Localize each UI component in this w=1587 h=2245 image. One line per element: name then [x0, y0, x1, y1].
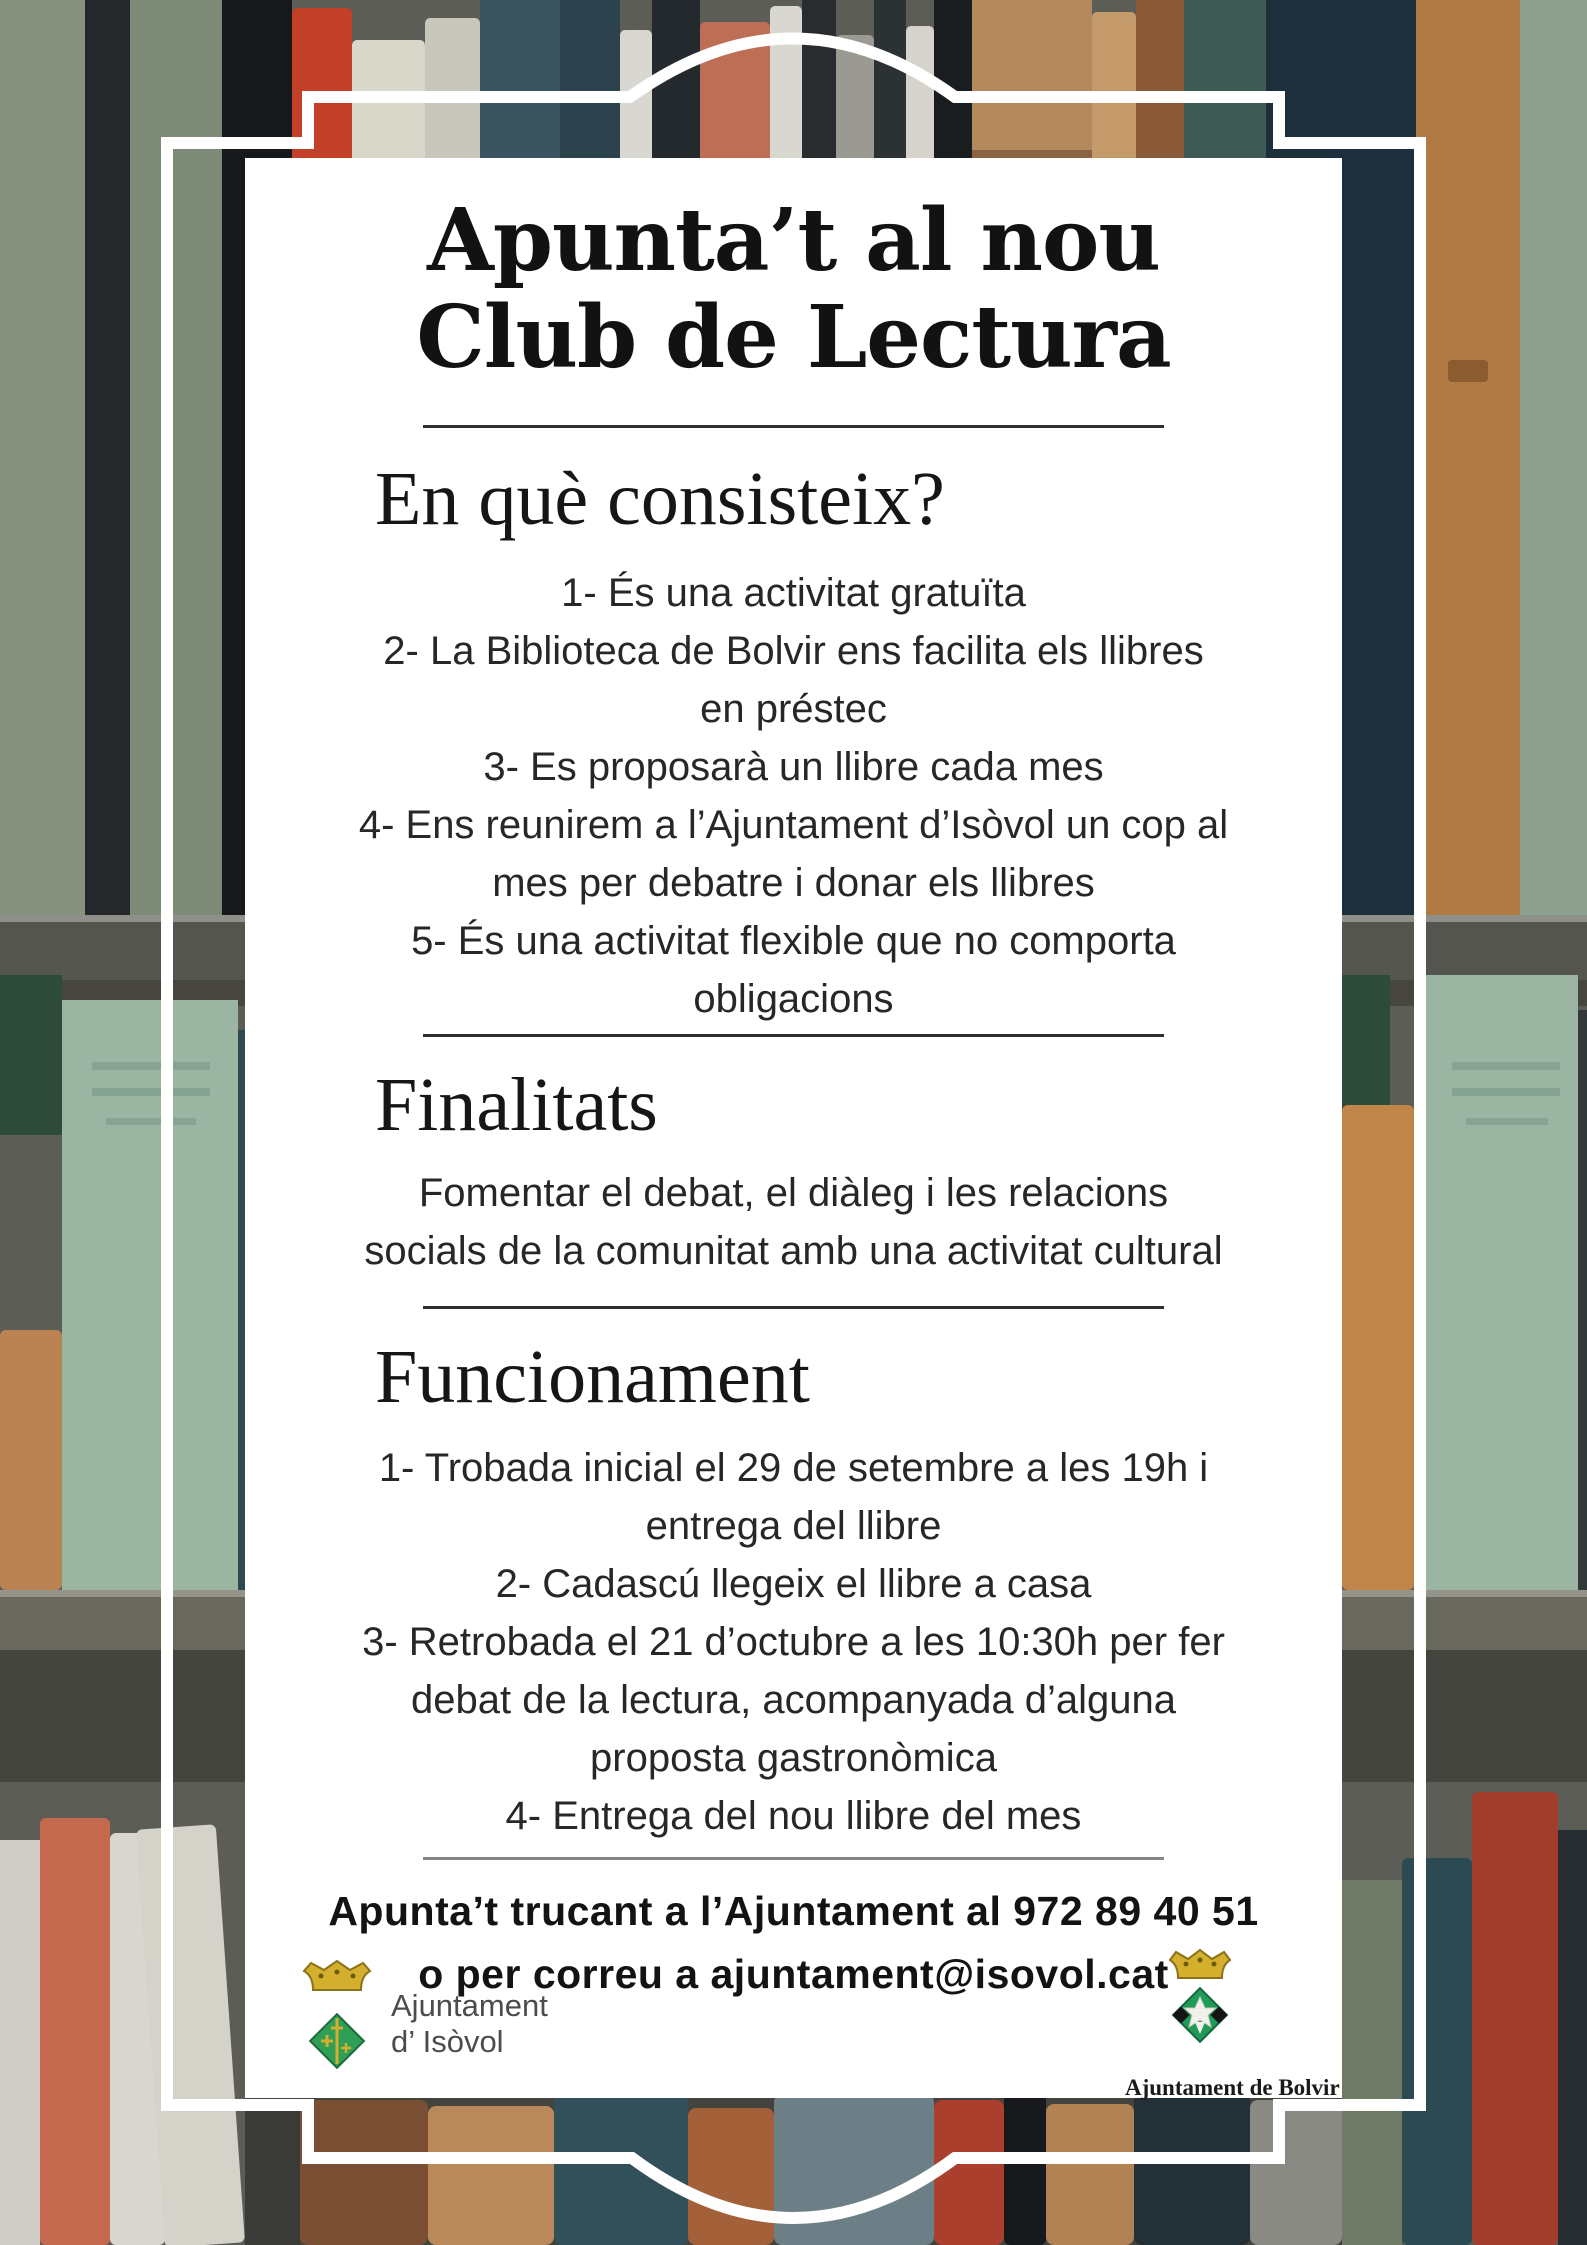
- title-line: Apunta’t al nou: [427, 190, 1160, 291]
- divider: [423, 425, 1164, 428]
- isovol-logo-text: [391, 1988, 548, 2060]
- list-line: 5- És una activitat flexible que no comporta: [411, 919, 1176, 963]
- list-line: 2- La Biblioteca de Bolvir ens facilita els llibres: [383, 629, 1204, 673]
- divider: [423, 1306, 1164, 1309]
- list-line: 1- Trobada inicial el 29 de setembre a les 19h i: [378, 1446, 1209, 1490]
- isovol-coat-of-arms-icon: [297, 1960, 377, 2090]
- list-line: 3- Retrobada el 21 d’octubre a les 10:30h per fer: [362, 1620, 1225, 1664]
- isovol-logo: [297, 1960, 548, 2090]
- list-line: en préstec: [700, 687, 887, 731]
- divider: [423, 1034, 1164, 1037]
- isovol-name-line: Ajuntament: [391, 1988, 548, 2023]
- list-line: entrega del llibre: [645, 1504, 942, 1548]
- list-line: obligacions: [693, 977, 894, 1021]
- list-line: 2- Cadascú llegeix el llibre a casa: [495, 1562, 1092, 1606]
- contact-phone-line: Apunta’t trucant a l’Ajuntament al 972 89 40 51: [328, 1888, 1259, 1934]
- bolvir-caption: Ajuntament de Bolvir: [1125, 2075, 1340, 2100]
- list-line: mes per debatre i donar els llibres: [492, 861, 1095, 905]
- bolvir-coat-of-arms-icon: [1145, 1948, 1255, 2066]
- poster-panel: [245, 158, 1342, 2098]
- section-list-funcionament: [245, 1439, 1342, 1845]
- poster-title: [245, 192, 1342, 386]
- list-line: Fomentar el debat, el diàleg i les relacions: [418, 1171, 1169, 1215]
- section-heading-finalitats: Finalitats: [375, 1063, 658, 1147]
- list-line: 1- És una activitat gratuïta: [561, 571, 1026, 615]
- contact-email-line: o per correu a ajuntament@isovol.cat: [418, 1951, 1169, 1997]
- title-line: Club de Lectura: [416, 287, 1171, 388]
- list-line: 4- Entrega del nou llibre del mes: [505, 1794, 1082, 1838]
- section-heading-consisteix: En què consisteix?: [375, 457, 945, 541]
- section-text-finalitats: [245, 1164, 1342, 1280]
- list-line: proposta gastronòmica: [590, 1736, 997, 1780]
- isovol-name-line: d’ Isòvol: [391, 2024, 504, 2059]
- list-line: debat de la lectura, acompanyada d’alguna: [411, 1678, 1176, 1722]
- bolvir-logo: [1125, 1948, 1340, 2101]
- section-list-consisteix: [245, 564, 1342, 1028]
- list-line: 4- Ens reunirem a l’Ajuntament d’Isòvol un cop al: [358, 803, 1229, 847]
- divider: [423, 1857, 1164, 1860]
- section-heading-funcionament: Funcionament: [375, 1335, 810, 1419]
- list-line: socials de la comunitat amb una activitat cultural: [364, 1229, 1223, 1273]
- list-line: 3- Es proposarà un llibre cada mes: [483, 745, 1104, 789]
